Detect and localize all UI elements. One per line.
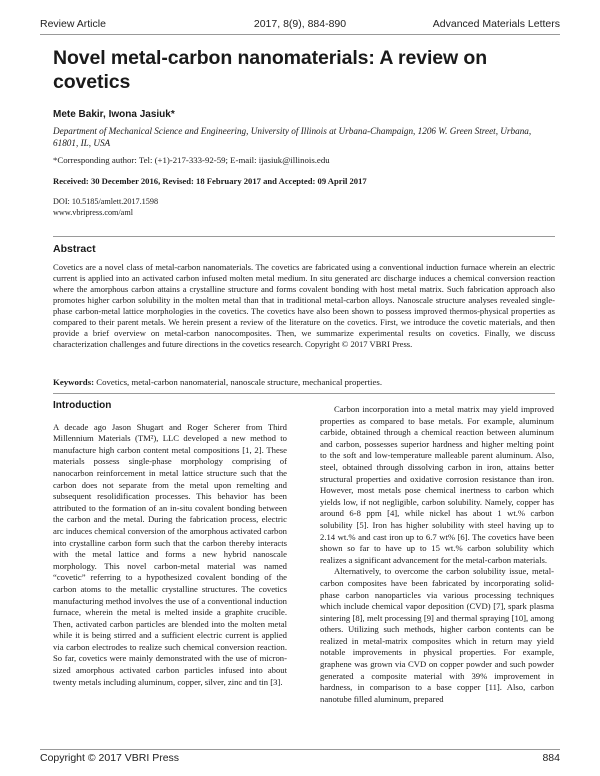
received-dates: Received: 30 December 2016, Revised: 18 February 2017 and Accepted: 09 April 2017	[53, 176, 367, 186]
article-type: Review Article	[40, 18, 106, 30]
page-number: 884	[542, 752, 560, 764]
doi: DOI: 10.5185/amlett.2017.1598	[53, 197, 159, 206]
doi-block	[53, 196, 158, 218]
journal-name: Advanced Materials Letters	[432, 18, 560, 30]
keywords	[53, 377, 555, 387]
copyright: Copyright © 2017 VBRI Press	[40, 752, 180, 764]
abstract-heading: Abstract	[53, 243, 96, 255]
journal-volume-pages: 2017, 8(9), 884-890	[253, 18, 347, 30]
right-column	[320, 404, 554, 705]
abstract-top-divider	[53, 236, 555, 237]
abstract-text: Covetics are a novel class of metal-carbon nanomaterials. The covetics are fabricated using a conventional induction furnace wherein an electric current is applied into an activated carbon infused molten metal medium. In situ generated arc discharge induces a chemical conversion reaction where the amorphous carbon attains a crystalline structure and forms covalent bonding with host metal matrix. Such fabrication approach also promotes higher carbon solubility in the molten metal than that in traditional metal-carbon alloys. Nanoscale structure analyses revealed single-phase carbon-metal lattice morphologies in the covetics. The covetics have also been shown to possess improved thermos-physical properties as compared to their parent metals. We herein present a review of the literature on the covetics. First, we introduce the covetic materials, and then provide a brief overview on metal-carbon nanocomposites. Then, we summarize experimental results on covetics. Finally, we discuss characterization challenges and future directions in the covetics research. Copyright © 2017 VBRI Press.	[53, 262, 555, 350]
affiliation: Department of Mechanical Science and Engineering, University of Illinois at Urbana-Champaign, 1206 W. Green Street, Urbana, 61801, IL, USA	[53, 126, 532, 148]
keywords-text: Covetics, metal-carbon nanomaterial, nanoscale structure, mechanical properties.	[94, 377, 383, 387]
header-divider	[40, 34, 560, 35]
corresponding-author: *Corresponding author: Tel: (+1)-217-333-92-59; E-mail: ijasiuk@illinois.edu	[53, 155, 330, 165]
intro-paragraph-3: Alternatively, to overcome the carbon solubility issue, metal-carbon composites have been fabricated by incorporating solid-phase carbon nanoparticles via various processing techniques which include chemical vapor deposition (CVD) [7], spark plasma sintering [8], melt processing [9] and thermal spraying [10], among others. Utilizing such methods, higher carbon contents can be realized in metal-matrix composites which in return may yield notable improvements in physical properties. For example, graphene was grown via CVD on copper powder and such powder generated a composite material with 39% improvement in hardness, in comparison to a base copper [11]. Also, carbon nanotube filled aluminum, prepared	[320, 566, 554, 704]
intro-paragraph-1: A decade ago Jason Shugart and Roger Scherer from Third Millennium Materials (TM²), LLC developed a new method to manufacture high carbon content metal compositions [1, 2]. These materials possess single-phase morphology comprising of nanocarbon reinforcement in metal lattice structure such that the carbon does not separate from the metal upon remelting and subsequent resolidification processes. This behavior has been attributed to the formation of an in-situ covalent bonding between the carbon and the metal. During the fabrication process, electric arc induces chemical conversion of the amorphous activated carbon into crystalline carbon form such that the carbon thereby interacts with the metal lattice and forms a new hybrid nanoscale morphology. This novel carbon-metal material was named “covetic” referring to a hypothesized covalent bonding of the carbon atoms to the metallic crystalline structures. The covetics manufacturing method involves the use of a conventional induction furnace, wherein the metal is melted inside a graphite crucible. Then, activated carbon particles are blended into the molten metal while it is being stirred and a sufficient electric current is applied via carbon electrodes to realize such chemical conversion reaction. So far, covetics were mainly demonstrated with the use of micron-sized amorphous activated carbon particles infused into about twenty metals including aluminum, copper, silver, zinc and tin [3].	[53, 421, 287, 687]
paper-title: Novel metal-carbon nanomaterials: A review on covetics	[53, 47, 488, 93]
running-header	[40, 18, 560, 32]
journal-website: www.vbripress.com/aml	[53, 208, 133, 217]
left-column	[53, 400, 287, 688]
keywords-divider	[53, 393, 555, 394]
authors: Mete Bakir, Iwona Jasiuk*	[53, 109, 175, 120]
introduction-heading: Introduction	[53, 400, 112, 411]
footer-divider	[40, 749, 560, 750]
running-footer	[40, 752, 560, 766]
intro-paragraph-2: Carbon incorporation into a metal matrix may yield improved properties as compared to base metals. For example, aluminum carbide, obtained through a chemical reaction between aluminum and carbon, possesses superior hardness and higher melting point to the soft and low-temperature malleable parent aluminum. Also, steel, obtained through dissolving carbon in iron, attains better structural properties and oxidative corrosion resistance than iron. However, most metals pose chemical inertness to carbon which yields low, if not negligible, carbon solubility. Namely, copper has around 6-8 ppm [4], while nickel has about 1 wt.% carbon solubility [5]. Iron has higher solubility with steel having up to 2.14 wt.% and cast iron up to 6.7 wt% [6]. The covetics have been shown so far to have up to 15 wt.% carbon solubility which realizes a significant advancement for the metal-carbon materials.	[320, 404, 554, 565]
keywords-label: Keywords:	[53, 377, 95, 387]
